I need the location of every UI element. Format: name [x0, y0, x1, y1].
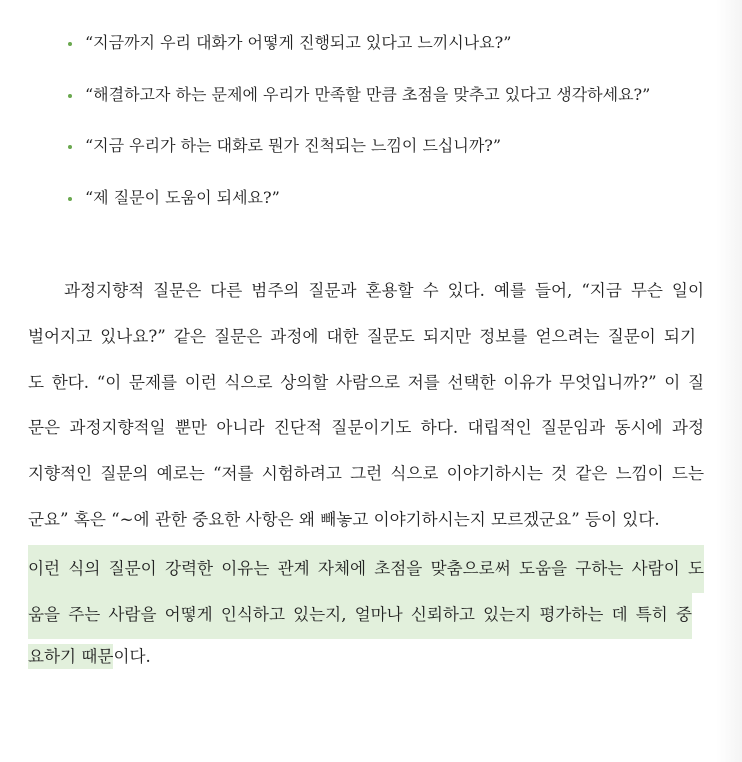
bullet-text: “지금까지 우리 대화가 어떻게 진행되고 있다고 느끼시나요?”	[85, 33, 512, 52]
list-item	[68, 26, 650, 78]
bullet-dot-icon	[68, 94, 72, 98]
paragraph-line	[28, 591, 708, 637]
paragraph-line: 지향적인 질문의 예로는 “저를 시험하려고 그런 식으로 이야기하시는 것 같은 느낌이 드는	[28, 464, 704, 484]
paragraph-line: 요하기 때문이다.	[28, 636, 708, 682]
bullet-text: “제 질문이 도움이 되세요?”	[85, 187, 280, 207]
paragraph-line: 과정지향적 질문은 다른 범주의 질문과 혼용할 수 있다. 예를 들어, “지금 무슨 일이	[64, 281, 704, 300]
paragraph-line	[28, 545, 708, 591]
body-text	[28, 270, 708, 682]
text-highlight: 움을 주는 사람을 어떻게 인식하고 있는지, 얼마나 신뢰하고 있는지 평가하는 데 특히 중	[28, 591, 692, 639]
paragraph-line: 벌어지고 있나요?” 같은 질문은 과정에 대한 질문도 되지만 정보를 얻으려는 질문이 되기	[28, 326, 696, 346]
list-item	[68, 78, 650, 130]
paragraph-line: 문은 과정지향적일 뿐만 아니라 진단적 질문이기도 하다. 대립적인 질문임과 동시에 과정	[28, 418, 704, 438]
list-item	[68, 129, 650, 181]
bullet-dot-icon	[68, 197, 72, 201]
paragraph-highlighted	[28, 545, 708, 682]
bullet-text: “해결하고자 하는 문제에 우리가 만족할 만큼 초점을 맞추고 있다고 생각하세요?”	[85, 84, 651, 104]
list-item	[68, 181, 650, 233]
bullet-text: “지금 우리가 하는 대화로 뭔가 진척되는 느낌이 드십니까?”	[85, 136, 502, 155]
text-highlight: 요하기 때문	[28, 644, 113, 669]
paragraph-process-questions	[28, 270, 708, 545]
question-bullet-list	[68, 26, 650, 232]
text-highlight: 이런 식의 질문이 강력한 이유는 관계 자체에 초점을 맞춤으로써 도움을 구하는 사람이 도	[28, 545, 704, 593]
page-edge-shadow	[716, 0, 742, 762]
paragraph-line: 군요” 혹은 “~에 관한 중요한 사항은 왜 빼놓고 이야기하시는지 모르겠군요” 등이 있다.	[28, 509, 660, 529]
bullet-dot-icon	[68, 145, 72, 149]
paragraph-line: 도 한다. “이 문제를 이런 식으로 상의할 사람으로 저를 선택한 이유가 무엇입니까?” 이 질	[28, 372, 704, 392]
bullet-dot-icon	[68, 42, 72, 46]
